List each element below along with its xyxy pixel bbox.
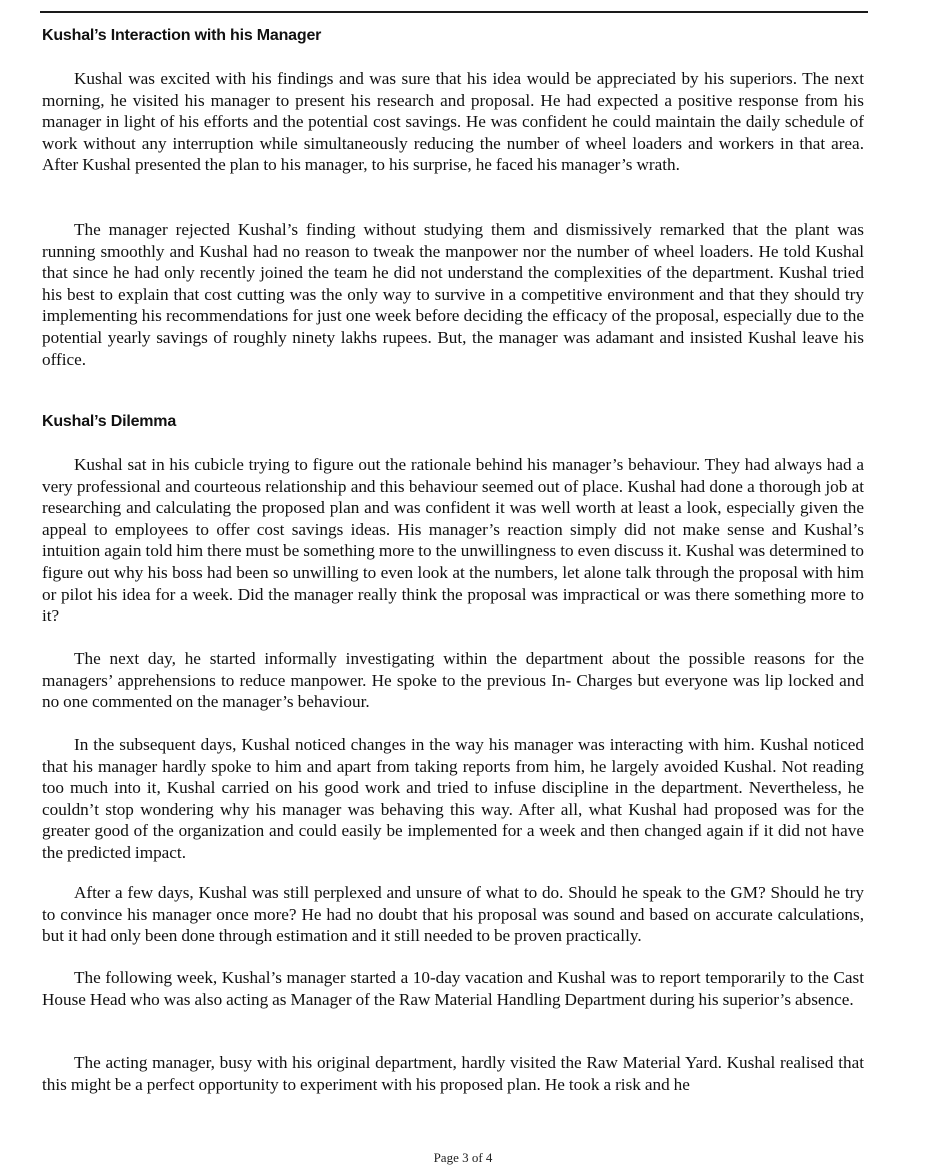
paragraph: The following week, Kushal’s manager started a 10-day vacation and Kushal was to report temporarily to the Cast House Head who was also acting as Manager of the Raw Material Handling Department during his superior’s absence. bbox=[42, 968, 864, 1009]
top-rule bbox=[40, 11, 868, 13]
paragraph: The acting manager, busy with his original department, hardly visited the Raw Material Yard. Kushal realised that this might be a perfect opportunity to experiment with his proposed plan. He took a risk and he bbox=[42, 1053, 864, 1094]
paragraph: Kushal was excited with his findings and was sure that his idea would be appreciated by his superiors. The next morning, he visited his manager to present his research and proposal. He had expected a positive response from his manager in light of his efforts and the potential cost savings. He was confident he could maintain the daily schedule of work without any interruption while simultaneously reducing the number of wheel loaders and workers in that area. After Kushal presented the plan to his manager, to his surprise, he faced his manager’s wrath. bbox=[42, 69, 864, 175]
section-heading-dilemma: Kushal’s Dilemma bbox=[42, 413, 177, 430]
paragraph: In the subsequent days, Kushal noticed changes in the way his manager was interacting with him. Kushal noticed that his manager hardly spoke to him and apart from taking reports from him, he largely avoided Kushal. Not reading too much into it, Kushal carried on his good work and tried to infuse discipline in the department. Nevertheless, he couldn’t stop wondering why his manager was behaving this way. After all, what Kushal had proposed was for the greater good of the organization and could easily be implemented for a week and then changed again if it did not have the predicted impact. bbox=[42, 735, 864, 862]
paragraph: Kushal sat in his cubicle trying to figure out the rationale behind his manager’s behaviour. They had always had a very professional and courteous relationship and this behaviour seemed out of place. Kushal had done a thorough job at researching and calculating the proposed plan and was confident it was well worth at least a look, especially given the appeal to employees to offer cost savings ideas. His manager’s reaction simply did not make sense and Kushal’s intuition again told him there must be something more to the unwillingness to even discuss it. Kushal was determined to figure out why his boss had been so unwilling to even look at the numbers, let alone talk through the proposal with him or pilot his idea for a week. Did the manager really think the proposal was impractical or was there something more to it? bbox=[42, 455, 864, 626]
section-heading-interaction: Kushal’s Interaction with his Manager bbox=[42, 27, 322, 44]
paragraph: The manager rejected Kushal’s finding without studying them and dismissively remarked that the plant was running smoothly and Kushal had no reason to tweak the manpower nor the number of wheel loaders. He told Kushal that since he had only recently joined the team he did not understand the complexities of the department. Kushal tried his best to explain that cost cutting was the only way to survive in a competitive environment and that they should try implementing his recommendations for just one week before deciding the efficacy of the proposal, especially due to the potential yearly savings of roughly ninety lakhs rupees. But, the manager was adamant and insisted Kushal leave his office. bbox=[42, 220, 864, 369]
page-number: Page 3 of 4 bbox=[433, 1150, 493, 1165]
paragraph: After a few days, Kushal was still perplexed and unsure of what to do. Should he speak to the GM? Should he try to convince his manager once more? He had no doubt that his proposal was sound and based on accurate calculations, but it had only been done through estimation and it still needed to be proven practically. bbox=[42, 883, 864, 946]
paragraph: The next day, he started informally investigating within the department about the possible reasons for the managers’ apprehensions to reduce manpower. He spoke to the previous In- Charges but everyone was lip locked and no one commented on the manager’s behaviour. bbox=[42, 649, 864, 712]
